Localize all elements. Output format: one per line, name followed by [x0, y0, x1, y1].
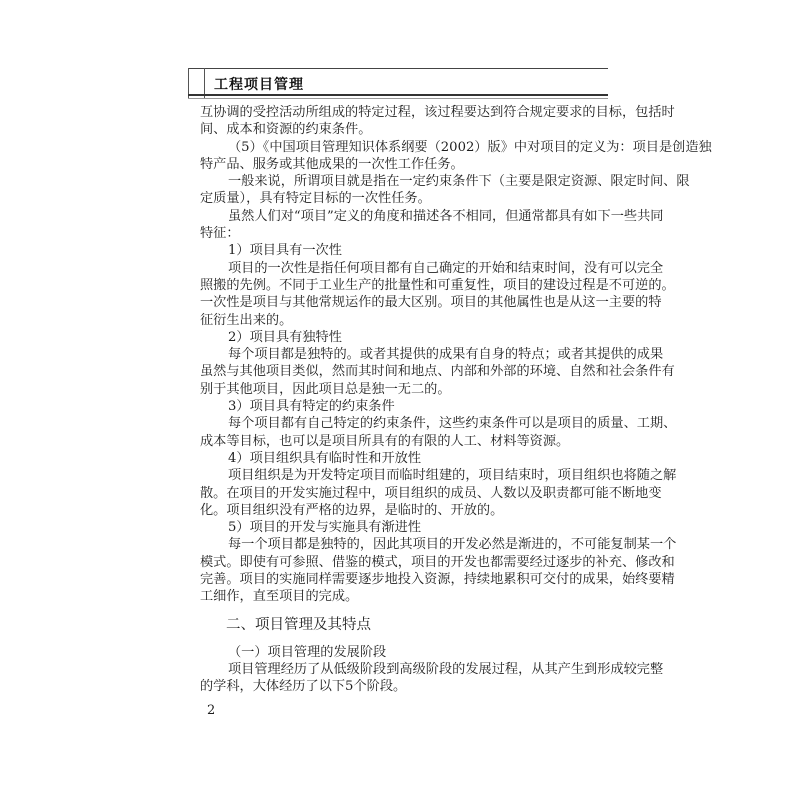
paragraph-line: 项目的一次性是指任何项目都有自己确定的开始和结束时间，没有可以完全	[228, 260, 664, 276]
paragraph-line: 项目管理经历了从低级阶段到高级阶段的发展过程，从其产生到形成较完整	[228, 661, 664, 677]
page-number: 2	[207, 703, 216, 718]
paragraph-line: 一般来说，所谓项目就是指在一定约束条件下（主要是限定资源、限定时间、限	[228, 174, 690, 190]
paragraph-line: 每一个项目都是独特的，因此其项目的开发必然是渐进的，不可能复制某一个	[228, 537, 677, 553]
paragraph-line: 4）项目组织具有临时性和开放性	[228, 450, 422, 466]
paragraph-line: 的学科，大体经历了以下5个阶段。	[200, 679, 407, 695]
paragraph-line: 每个项目都有自己特定的约束条件，这些约束条件可以是项目的质量、工期、	[228, 416, 677, 432]
paragraph-line: 完善。项目的实施同样需要逐步地投入资源，持续地累积可交付的成果，始终要精	[200, 572, 675, 588]
section-heading: 二、项目管理及其特点	[226, 616, 371, 633]
paragraph-line: 成本等目标，也可以是项目所具有的有限的人工、材料等资源。	[200, 433, 570, 449]
paragraph-line: 散。在项目的开发实施过程中，项目组织的成员、人数以及职责都可能不断地变	[200, 485, 662, 501]
paragraph-line: 每个项目都是独特的。或者其提供的成果有自身的特点；或者其提供的成果	[228, 347, 664, 363]
paragraph-line: 一次性是项目与其他常规运作的最大区别。项目的其他属性也是从这一主要的特	[200, 295, 662, 311]
subsection-heading: （一）项目管理的发展阶段	[228, 644, 387, 660]
paragraph-line: （5）《中国项目管理知识体系纲要（2002）版》中对项目的定义为：项目是创造独	[228, 139, 712, 155]
paragraph-line: 虽然与其他项目类似，然而其时间和地点、内部和外部的环境、自然和社会条件有	[200, 364, 675, 380]
header-rule-bottom-thin	[188, 98, 608, 99]
paragraph-line: 1）项目具有一次性	[228, 243, 342, 259]
paragraph-line: 项目组织是为开发特定项目而临时组建的，项目结束时，项目组织也将随之解	[228, 468, 677, 484]
paragraph-line: 定质量），具有特定目标的一次性任务。	[200, 191, 431, 207]
paragraph-line: 照搬的先例。不同于工业生产的批量性和可重复性，项目的建设过程是不可逆的。	[200, 277, 675, 293]
paragraph-line: 间、成本和资源的约束条件。	[200, 122, 372, 138]
paragraph-line: 特产品、服务或其他成果的一次性工作任务。	[200, 156, 464, 172]
header-rule-top	[188, 68, 608, 69]
paragraph-line: 工细作，直至项目的完成。	[200, 589, 359, 605]
paragraph-line: 特征：	[200, 226, 240, 242]
running-header-title: 工程项目管理	[214, 77, 304, 93]
paragraph-line: 征衍生出来的。	[200, 312, 293, 328]
body-text	[200, 104, 712, 696]
paragraph-line: 5）项目的开发与实施具有渐进性	[228, 520, 422, 536]
paragraph-line: 互协调的受控活动所组成的特定过程，该过程要达到符合规定要求的目标，包括时	[200, 105, 675, 120]
header-rule-bottom	[188, 94, 608, 96]
paragraph-line: 2）项目具有独特性	[228, 329, 342, 345]
paragraph-line: 虽然人们对“项目”定义的角度和描述各不相同，但通常都具有如下一些共同	[228, 208, 664, 224]
paragraph-line: 模式。即使有可参照、借鉴的模式，项目的开发也都需要经过逐步的补充、修改和	[200, 554, 675, 570]
paragraph-line: 别于其他项目，因此项目总是独一无二的。	[200, 381, 451, 397]
paragraph-line: 化。项目组织没有严格的边界，是临时的、开放的。	[200, 502, 504, 518]
paragraph-line: 3）项目具有特定的约束条件	[228, 399, 395, 415]
